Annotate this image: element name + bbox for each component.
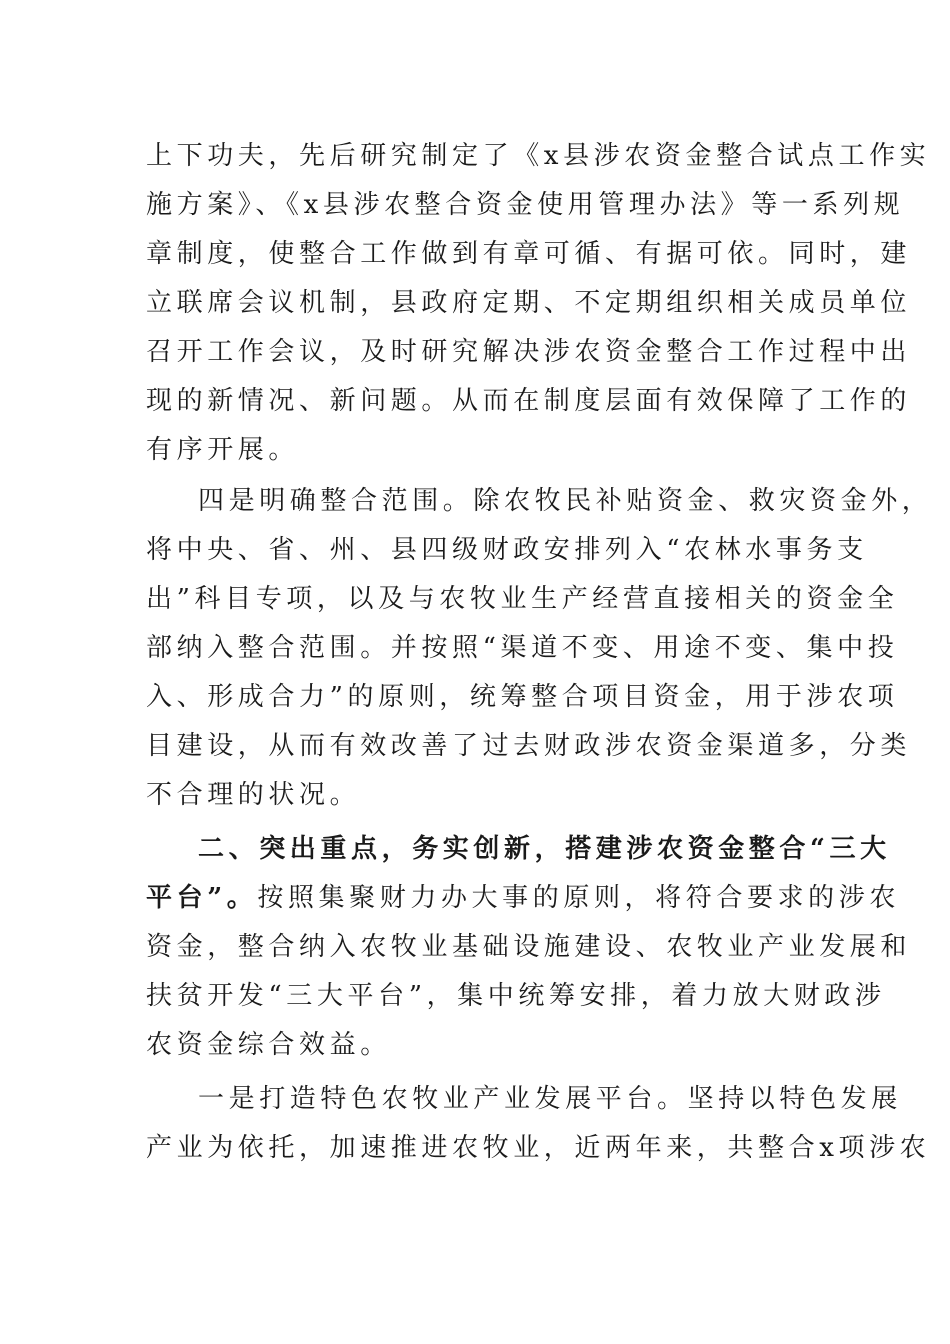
paragraph-line: 四是明确整合范围。除农牧民补贴资金、救灾资金外，: [198, 486, 933, 516]
paragraph-line: [146, 873, 900, 923]
paragraph-line: 有序开展。: [146, 435, 300, 465]
paragraph-text: 按照集聚财力办大事的原则，将符合要求的涉农: [257, 883, 900, 913]
paragraph-line: 部纳入整合范围。并按照“渠道不变、用途不变、集中投: [146, 633, 899, 663]
paragraph-line: 上下功夫，先后研究制定了《x县涉农资金整合试点工作实: [146, 141, 931, 171]
paragraph-line: 章制度，使整合工作做到有章可循、有据可依。同时，建: [146, 239, 912, 269]
paragraph-line: 农资金综合效益。: [146, 1030, 391, 1060]
paragraph-line: 现的新情况、新问题。从而在制度层面有效保障了工作的: [146, 386, 912, 416]
paragraph-line: 入、形成合力”的原则，统筹整合项目资金，用于涉农项: [146, 682, 899, 712]
paragraph-line: 扶贫开发“三大平台”，集中统筹安排，着力放大财政涉: [146, 981, 886, 1011]
paragraph-line: 将中央、省、州、县四级财政安排列入“农林水事务支: [146, 535, 868, 565]
paragraph-line: 一是打造特色农牧业产业发展平台。坚持以特色发展: [198, 1084, 902, 1114]
paragraph-line: 不合理的状况。: [146, 780, 361, 810]
paragraph-line: 施方案》、《x县涉农整合资金使用管理办法》等一系列规: [146, 190, 905, 220]
paragraph-line: 立联席会议机制，县政府定期、不定期组织相关成员单位: [146, 288, 912, 318]
paragraph-line: 目建设，从而有效改善了过去财政涉农资金渠道多，分类: [146, 731, 912, 761]
paragraph-line: 资金，整合纳入农牧业基础设施建设、农牧业产业发展和: [146, 932, 912, 962]
section-heading-end: 平台”。: [146, 883, 258, 913]
paragraph-line: 出”科目专项，以及与农牧业生产经营直接相关的资金全: [146, 584, 899, 614]
paragraph-line: 产业为依托，加速推进农牧业，近两年来，共整合x项涉农: [146, 1133, 931, 1163]
section-heading: 二、突出重点，务实创新，搭建涉农资金整合“三大: [198, 834, 891, 864]
paragraph-line: 召开工作会议，及时研究解决涉农资金整合工作过程中出: [146, 337, 912, 367]
